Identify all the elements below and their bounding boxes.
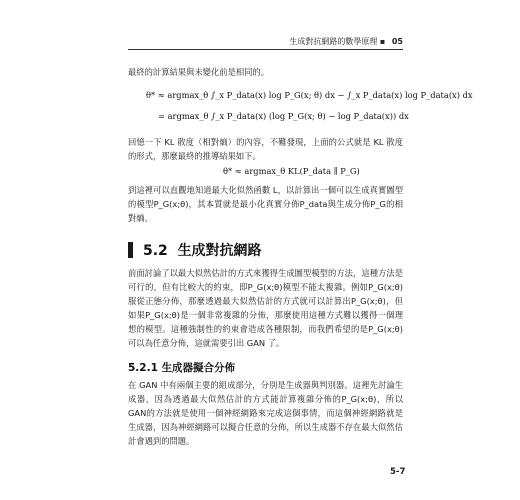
section-marker-bar	[128, 242, 133, 258]
section-heading	[143, 240, 262, 260]
equation-2: θ* ≈ argmax_θ KL(P_data ∥ P_G)	[223, 166, 360, 176]
chapter-bullet-icon: ▪	[377, 37, 388, 46]
paragraph-1: 最終的計算結果與未變化前是相同的。	[128, 67, 270, 77]
paragraph-4: 前面討論了以最大似然估計的方式來獲得生成圖型模型的方法，這種方法是可行的，但有比較大的約束，即P_G(x;θ)模型不能太複雜。例如P_G(x;θ)服從正態分佈，那麼透過最大似然估計的方式就可以計算出P_G(x;θ)，但如果P_G(x;θ)是一個非常複雜的分佈，那麼使用這種方式難以獲得一個理想的模型。這種強制性的約束會造成各種限制，而我們希望的是P_G(x;θ)可以為任意分佈，這就需要引出 GAN 了。	[128, 268, 403, 348]
subsection-heading	[128, 360, 235, 375]
running-header	[128, 36, 403, 50]
section-title: 生成對抗網路	[177, 243, 262, 259]
chapter-number: 05	[391, 37, 403, 46]
subsection-title: 生成器擬合分佈	[161, 362, 236, 374]
subsection-number: 5.2.1	[128, 362, 158, 374]
running-header-text	[289, 36, 403, 47]
section-number: 5.2	[143, 243, 168, 259]
equation-1-line-2: = argmax_θ ∫_x P_data(x) (log P_G(x; θ) − log P_data(x)) dx	[158, 111, 409, 121]
paragraph-5: 在 GAN 中有兩個主要的組成部分，分別是生成器與判別器。這裡先討論生成器，因為透過最大似然估計的方式能計算複雜分佈的P_G(x;θ)，所以GAN的方法就是使用一個神經網路來完成這個事情，而這個神經網路就是生成器，因為神經網路可以擬合任意的分佈，所以生成器不存在最大似然估計會遇到的問題。	[128, 380, 403, 446]
paragraph-2: 回憶一下 KL 散度（相對熵）的內容，不難發現，上面的公式就是 KL 散度的形式，那麼最終的推導結果如下。	[128, 137, 403, 161]
header-title: 生成對抗網路的數學原理	[289, 37, 378, 46]
equation-1-line-1: θ* ≈ argmax_θ ∫_x P_data(x) log P_G(x; θ) dx − ∫_x P_data(x) log P_data(x) dx	[146, 90, 473, 100]
paragraph-3: 到這裡可以直觀地知道最大化似然函數 L，以計算出一個可以生成真實圖型的模型P_G(x;θ)，其本質就是最小化真實分佈P_data與生成分佈P_G的相對熵。	[128, 185, 403, 223]
page-number: 5-7	[390, 467, 406, 477]
